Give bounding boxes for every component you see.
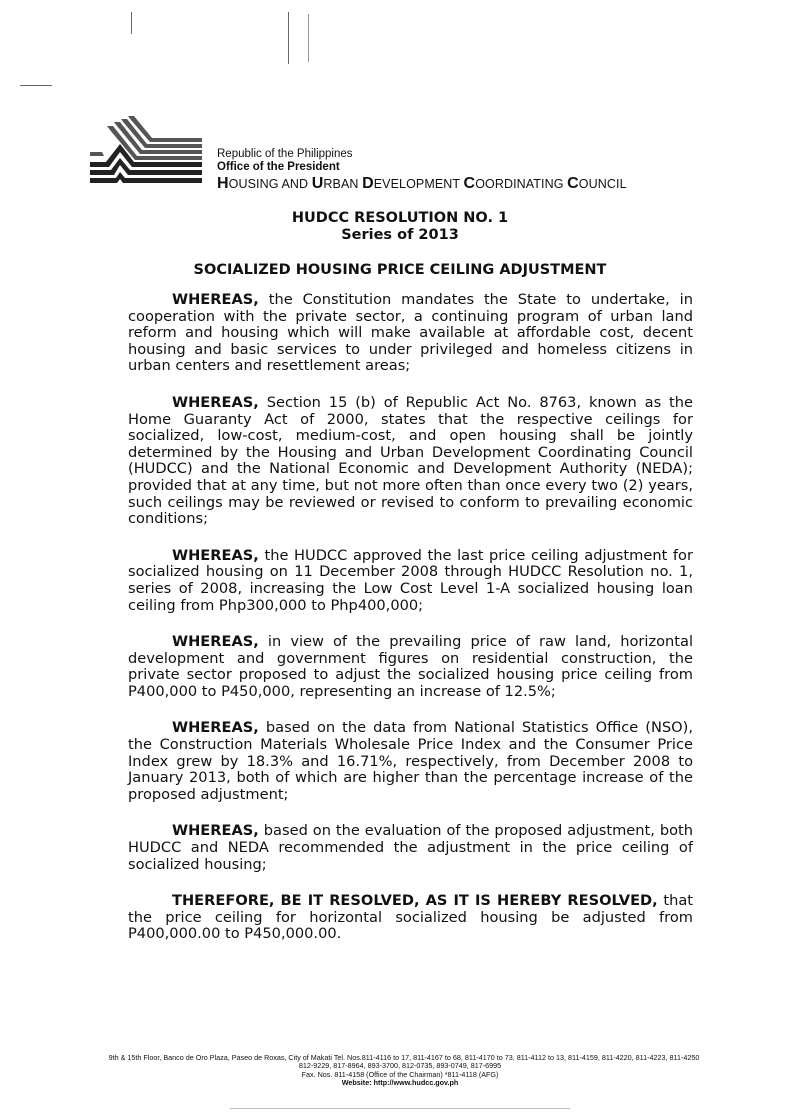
- council-word: OUSING AND: [228, 177, 312, 191]
- scan-artifact: [131, 12, 132, 34]
- footer-contact: [0, 1054, 800, 1088]
- council-initial: C: [567, 175, 579, 192]
- scan-artifact: [20, 85, 52, 86]
- footer-website: Website: http://www.hudcc.gov.ph: [341, 1078, 459, 1088]
- letterhead: [90, 116, 710, 192]
- whereas-clause: [128, 823, 693, 873]
- clause-text: based on the evaluation of the proposed adjustment, both HUDCC and NEDA recommended the adjustment in the price ceiling of socialized housing;: [128, 822, 693, 873]
- hudcc-logo-icon: [90, 116, 202, 186]
- resolved-clause: [128, 893, 693, 943]
- council-name: [217, 175, 627, 193]
- clause-lead: WHEREAS,: [172, 633, 259, 651]
- whereas-clause: [128, 292, 693, 375]
- office-label: Office of the President: [217, 161, 340, 173]
- clause-text: Section 15 (b) of Republic Act No. 8763, known as the Home Guaranty Act of 2000, states that the respective ceilings for socialized, low-cost, medium-cost, and open housing shall be jointly determined by the Housing and Urban Development Coordinating Council (HUDCC) and the National Economic and Development Authority (NEDA); provided that at any time, but not more often than once every two (2) years, such ceilings may be reviewed or revised to conform to prevailing economic conditions;: [128, 393, 693, 528]
- scan-artifact: [288, 12, 289, 64]
- council-word: OUNCIL: [578, 177, 627, 191]
- resolution-body: [128, 292, 693, 961]
- clause-text: the HUDCC approved the last price ceiling adjustment for socialized housing on 11 December 2008 through HUDCC Resolution no. 1, series of 2008, increasing the Low Cost Level 1-A socialized housing loan ceiling from Php300,000 to Php400,000;: [128, 546, 693, 614]
- whereas-clause: [128, 548, 693, 614]
- resolution-title: [0, 210, 800, 244]
- clause-lead: WHEREAS,: [172, 822, 259, 840]
- council-initial: D: [362, 175, 374, 192]
- council-initial: U: [311, 175, 324, 192]
- council-initial: C: [463, 175, 476, 192]
- clause-text: the Constitution mandates the State to undertake, in cooperation with the private sector, a continuing program of urban land reform and housing which will make available at affordable cost, decent housing and basic services to under privileged and homeless citizens in urban centers and resettlement areas;: [128, 291, 693, 375]
- clause-lead: WHEREAS,: [172, 291, 259, 308]
- clause-lead: THEREFORE, BE IT RESOLVED, AS IT IS HEREBY RESOLVED,: [172, 892, 658, 910]
- whereas-clause: [128, 395, 693, 528]
- council-initial: H: [217, 175, 229, 192]
- resolution-subject: SOCIALIZED HOUSING PRICE CEILING ADJUSTMENT: [193, 262, 607, 278]
- resolution-series: Series of 2013: [341, 227, 459, 243]
- clause-text: based on the data from National Statistics Office (NSO), the Construction Materials Wholesale Price Index and the Consumer Price Index grew by 18.3% and 16.71%, respectively, from December 2008 to January 2013, both of which are higher than the percentage increase of the proposed adjustment;: [128, 719, 693, 803]
- footer-address: 9th & 15th Floor, Banco de Oro Plaza, Paseo de Roxas, City of Makati Tel. Nos.811-4116 to 17, 811-4167 to 68, 811-4170 to 73, 811-4112 to 13, 811-4159, 811-4220, 811-4223, 811-4250: [108, 1053, 700, 1062]
- clause-text: in view of the prevailing price of raw land, horizontal development and government figures on residential construction, the private sector proposed to adjust the socialized housing price ceiling from P400,000 to P450,000, representing an increase of 12.5%;: [128, 633, 693, 700]
- clause-text: that the price ceiling for horizontal socialized housing be adjusted from P400,000.00 to P450,000.00.: [128, 892, 693, 943]
- clause-lead: WHEREAS,: [172, 546, 259, 564]
- clause-lead: WHEREAS,: [172, 719, 259, 737]
- council-word: OORDINATING: [475, 177, 568, 191]
- footer-fax: Fax. Nos. 811-4158 (Office of the Chairman) *811-4118 (AFG): [301, 1069, 499, 1079]
- whereas-clause: [128, 720, 693, 803]
- republic-label: Republic of the Philippines: [217, 148, 353, 160]
- clause-lead: WHEREAS,: [172, 393, 259, 411]
- page-edge-line: [230, 1108, 570, 1109]
- council-word: EVELOPMENT: [373, 177, 464, 191]
- council-word: RBAN: [323, 177, 363, 191]
- letterhead-text: [217, 148, 627, 193]
- scan-artifact: [308, 14, 309, 62]
- resolution-number: HUDCC RESOLUTION NO. 1: [291, 210, 509, 226]
- footer-phones: 812-9229, 817-8964, 893-3700, 812-0735, 893-0749, 817-6995: [298, 1061, 502, 1071]
- whereas-clause: [128, 634, 693, 700]
